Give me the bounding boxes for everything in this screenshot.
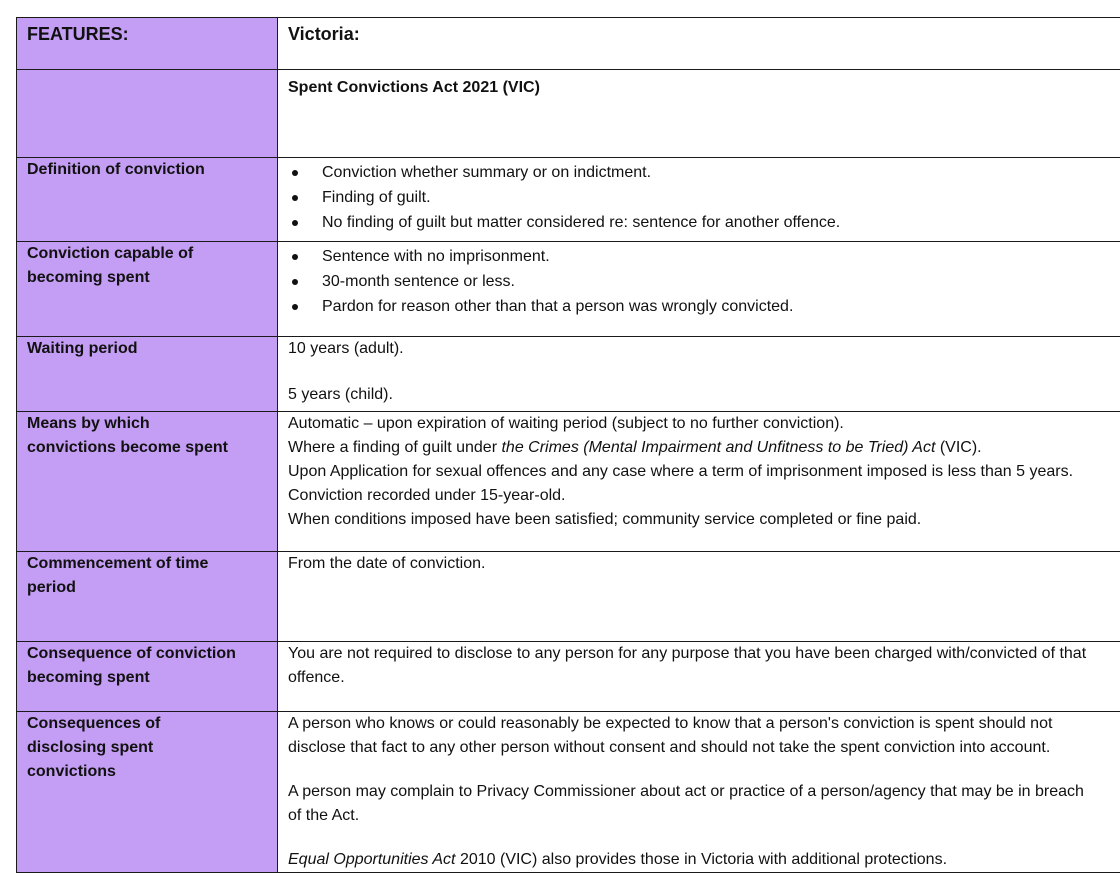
disclosing-label-line: Consequences of [27,715,161,732]
list-item: Pardon for reason other than that a person was wrongly convicted. [288,294,1120,319]
disclosing-line: disclose that fact to any other person without consent and should not take the spent conviction into account. [288,739,1051,756]
commencement-label-line: Commencement of time [27,555,209,572]
waiting-adult: 10 years (adult). [288,340,404,357]
waiting-label-cell [17,337,278,412]
act-name-italic: the Crimes (Mental Impairment and Unfitness to be Tried) Act [501,439,936,456]
act-row [17,70,1120,158]
waiting-value-cell [278,337,1120,412]
means-line-text: (VIC). [935,439,982,456]
means-label-line: Means by which [27,415,150,432]
list-item: Conviction whether summary or on indictment. [288,160,1120,185]
list-item: 30-month sentence or less. [288,269,1120,294]
capable-value-cell [278,242,1120,337]
capable-row [17,242,1120,337]
consequence-label-cell [17,642,278,712]
disclosing-line-text: 2010 (VIC) also provides those in Victoria with additional protections. [455,851,948,868]
features-table [16,17,1120,873]
disclosing-line: A person may complain to Privacy Commissioner about act or practice of a person/agency that may be in breach [288,783,1084,800]
waiting-label: Waiting period [27,340,138,357]
means-line-text: Where a finding of guilt under [288,439,502,456]
definition-row [17,158,1120,242]
disclosing-line: A person who knows or could reasonably be expected to know that a person's conviction is spent should not [288,715,1053,732]
disclosing-value-cell [278,712,1120,873]
waiting-row [17,337,1120,412]
header-row [17,18,1120,70]
act-row-label-cell [17,70,278,158]
definition-label: Definition of conviction [27,161,205,178]
consequence-value-cell [278,642,1120,712]
definition-list [288,160,1120,235]
means-value-cell [278,412,1120,552]
commencement-label-line: period [27,579,76,596]
means-line: Upon Application for sexual offences and any case where a term of imprisonment imposed is less than 5 years. [288,463,1074,480]
features-header [17,18,278,70]
state-header-text: Victoria: [288,24,360,44]
waiting-child: 5 years (child). [288,386,393,403]
means-line: Automatic – upon expiration of waiting period (subject to no further conviction). [288,415,844,432]
commencement-row [17,552,1120,642]
equal-opportunities-italic: Equal Opportunities Act [288,851,456,868]
list-item: No finding of guilt but matter considered re: sentence for another offence. [288,210,1120,235]
act-title: Spent Convictions Act 2021 (VIC) [288,79,540,96]
commencement-value-cell [278,552,1120,642]
consequence-label-line: Consequence of conviction [27,645,236,662]
capable-list [288,244,1120,319]
features-header-text: FEATURES: [27,24,129,44]
capable-label-line: Conviction capable of [27,245,194,262]
disclosing-row [17,712,1120,873]
disclosing-label-cell [17,712,278,873]
disclosing-line: of the Act. [288,807,360,824]
definition-label-cell [17,158,278,242]
consequence-line: You are not required to disclose to any person for any purpose that you have been charged with/convicted of that [288,645,1087,662]
capable-label-cell [17,242,278,337]
list-item: Sentence with no imprisonment. [288,244,1120,269]
commencement-text: From the date of conviction. [288,555,486,572]
means-line: When conditions imposed have been satisfied; community service completed or fine paid. [288,511,922,528]
means-label-line: convictions become spent [27,439,228,456]
means-row [17,412,1120,552]
consequence-line: offence. [288,669,345,686]
means-line: Conviction recorded under 15-year-old. [288,487,566,504]
commencement-label-cell [17,552,278,642]
disclosing-label-line: convictions [27,763,116,780]
state-header [278,18,1120,70]
capable-label-line: becoming spent [27,269,150,286]
act-title-cell [278,70,1120,158]
consequence-row [17,642,1120,712]
means-line [288,436,1120,460]
disclosing-line [288,848,1120,872]
consequence-label-line: becoming spent [27,669,150,686]
definition-value-cell [278,158,1120,242]
list-item: Finding of guilt. [288,185,1120,210]
disclosing-label-line: disclosing spent [27,739,154,756]
means-label-cell [17,412,278,552]
